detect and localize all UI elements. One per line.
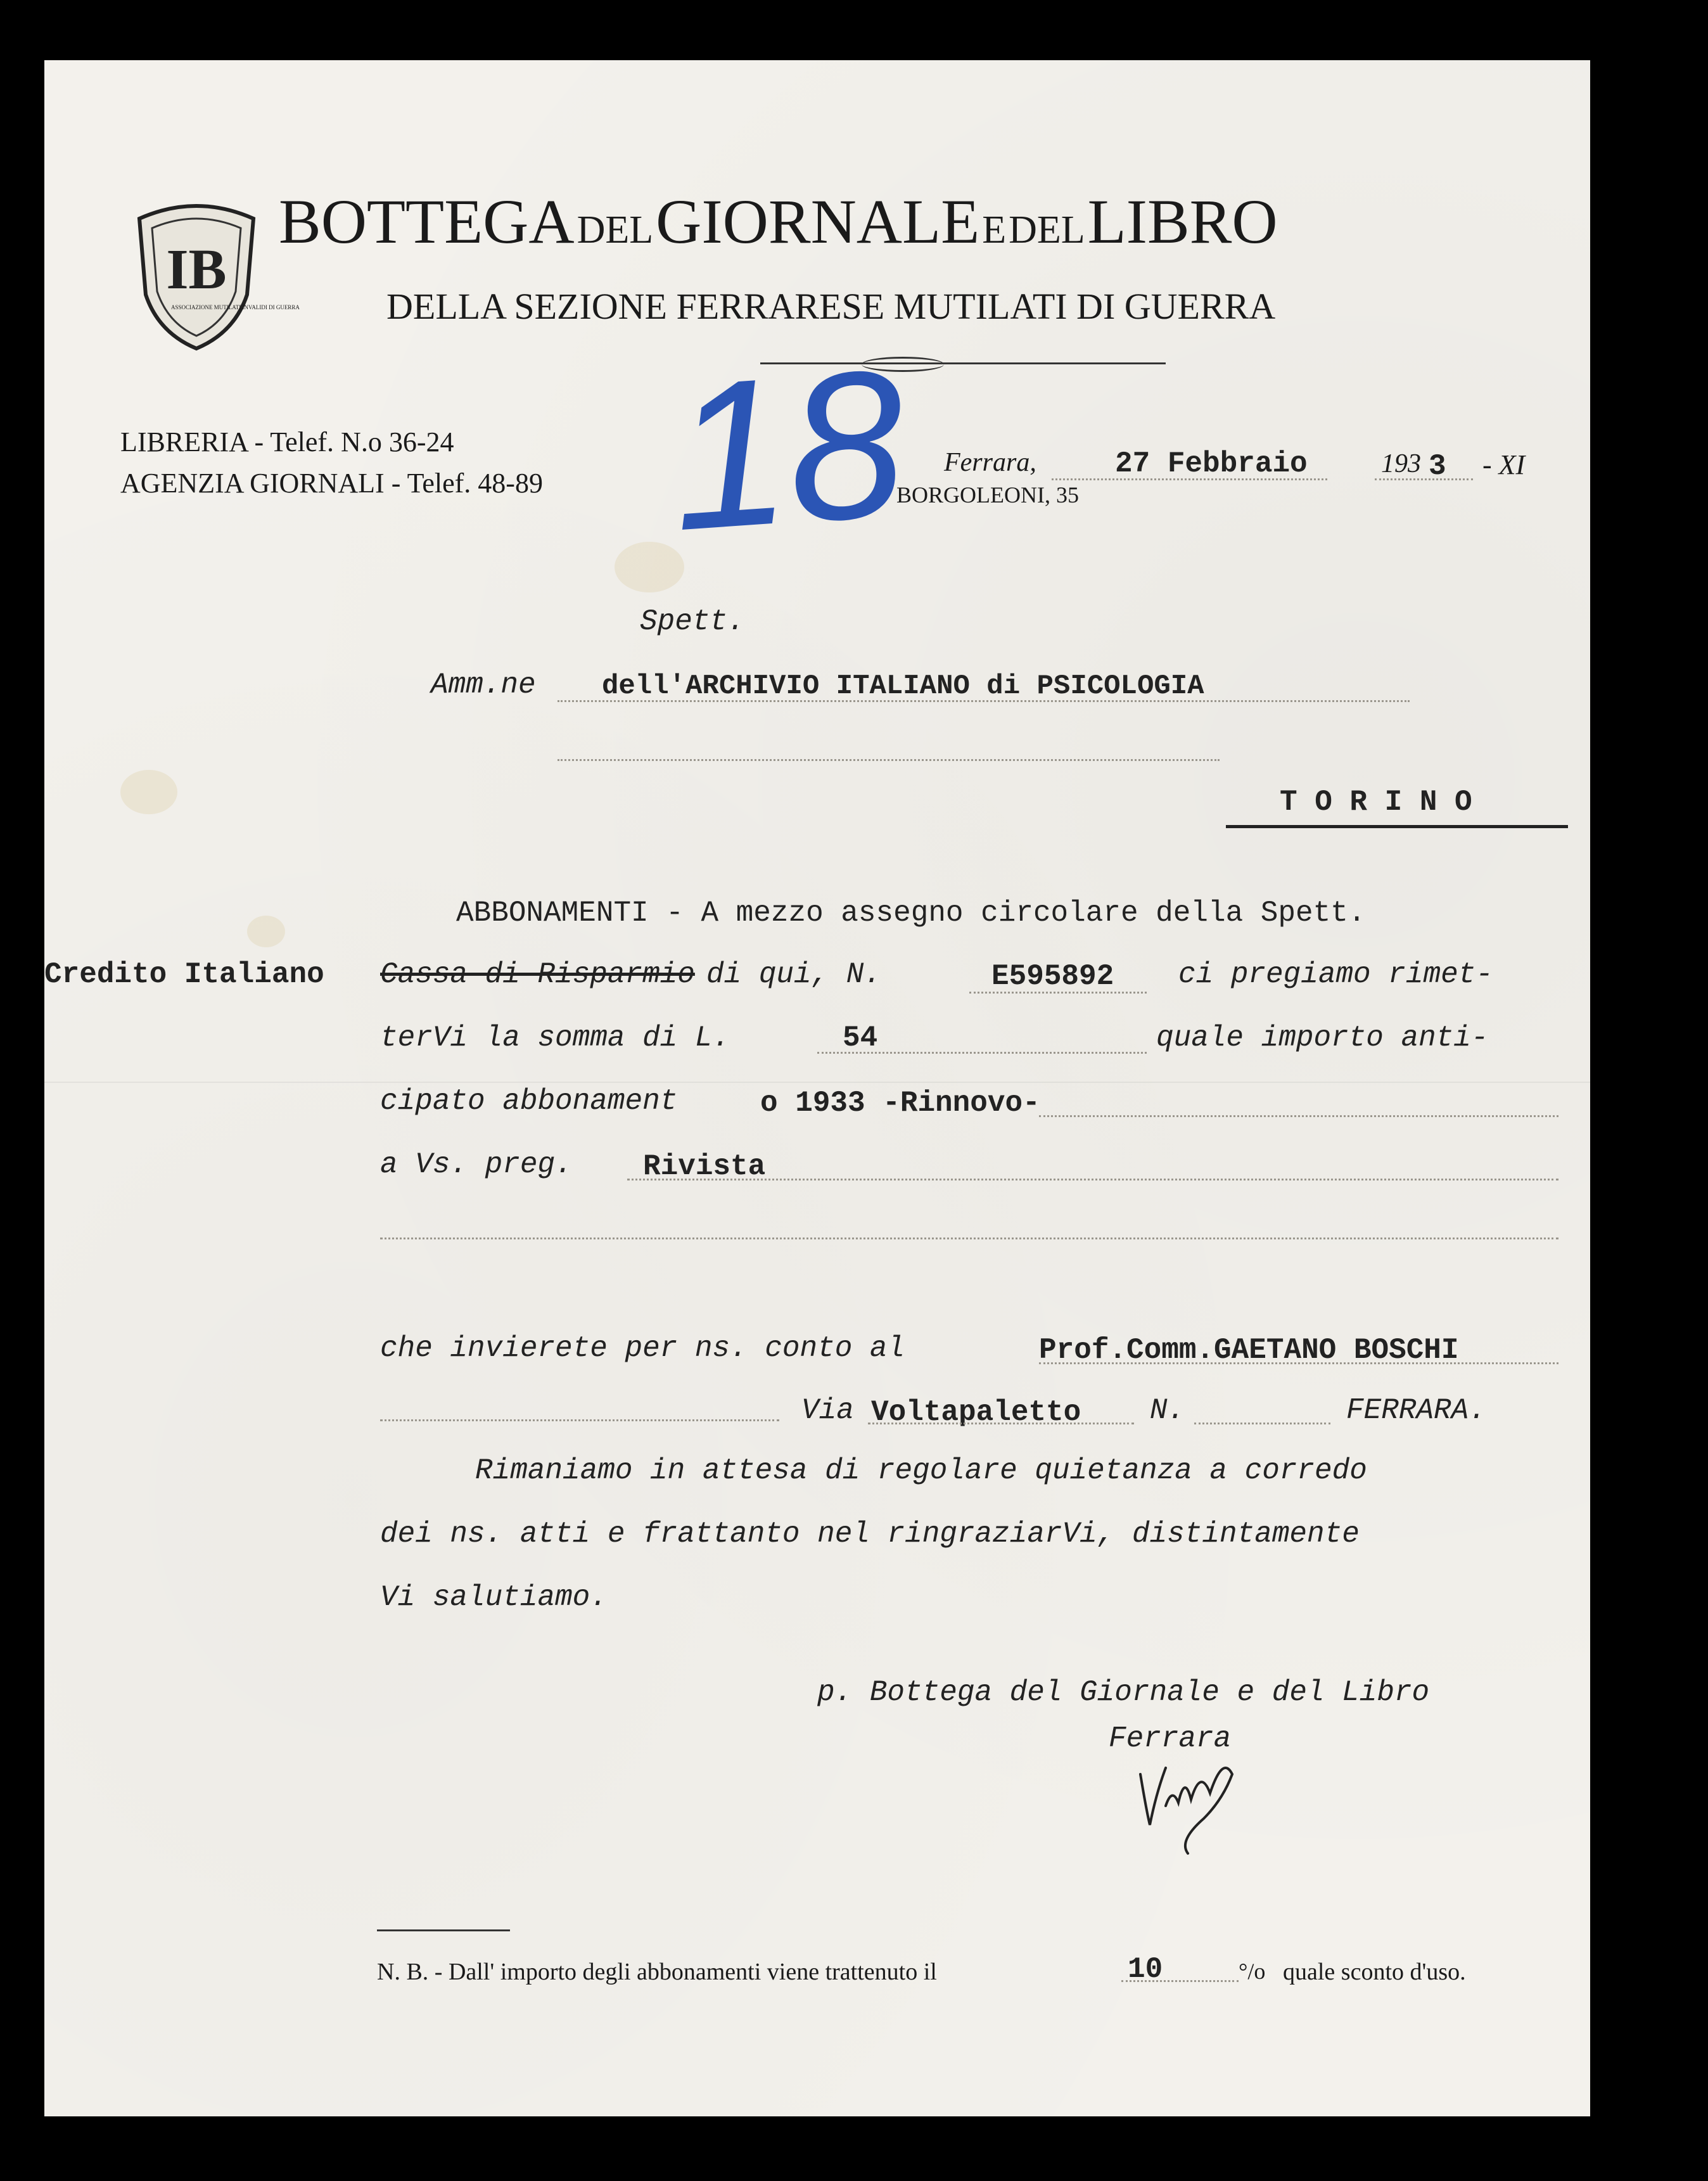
city-underline: [1226, 825, 1568, 828]
recipient-city: T O R I N O: [1280, 786, 1472, 819]
street-address: BORGOLEONI, 35: [896, 482, 1079, 508]
date-filled: 27 Febbraio: [1115, 447, 1308, 480]
signature: [1128, 1730, 1254, 1860]
year-prefix: 193: [1381, 449, 1421, 478]
publication-type: Rivista: [643, 1150, 766, 1183]
recipient-name: dell'ARCHIVIO ITALIANO di PSICOLOGIA: [602, 670, 1204, 702]
cheque-number: E595892: [991, 960, 1114, 993]
closing-para-line-2: dei ns. atti e frattanto nel ringraziarVi, distintamente: [380, 1518, 1360, 1551]
title-word: LIBRO: [1087, 186, 1278, 257]
body-line-6-start: che invierete per ns. conto al: [380, 1332, 905, 1365]
letterhead-subtitle: DELLA SEZIONE FERRARESE MUTILATI DI GUERRA: [386, 286, 1276, 327]
body-line-2-mid: di qui, N.: [706, 958, 882, 991]
title-word: GIORNALE: [656, 186, 980, 257]
percent-sign: °/o: [1239, 1959, 1266, 1984]
title-word: DEL: [577, 208, 654, 252]
bank-name-typed: Credito Italiano: [44, 958, 324, 991]
via-label: Via: [801, 1394, 854, 1427]
beneficiary-name: Prof.Comm.GAETANO BOSCHI: [1039, 1334, 1459, 1367]
recipient-prefix: Amm.ne: [431, 668, 536, 701]
city-label: Ferrara,: [944, 448, 1036, 477]
destination-city: FERRARA.: [1346, 1394, 1486, 1427]
age-stain: [120, 770, 177, 814]
letterhead-title: [279, 186, 1278, 257]
body-line-3-start: terVi la somma di L.: [380, 1021, 730, 1054]
footer-nb-prefix: N. B. - Dall' importo degli abbonamenti viene trattenuto il: [377, 1959, 937, 1985]
body-line-3-end: quale importo anti-: [1156, 1021, 1489, 1054]
shield-emblem-icon: [133, 193, 260, 352]
amount: 54: [843, 1021, 878, 1054]
libreria-phone: LIBRERIA - Telef. N.o 36-24: [120, 426, 454, 457]
year-digit: 3: [1429, 450, 1446, 483]
handwritten-number: 18: [663, 324, 912, 575]
svg-text:IB: IB: [166, 238, 227, 301]
title-word: DEL: [1009, 208, 1085, 252]
body-line-1: ABBONAMENTI - A mezzo assegno circolare della Spett.: [456, 897, 1366, 930]
salutation: Spett.: [640, 605, 745, 638]
signoff-line-1: p. Bottega del Giornale e del Libro: [817, 1676, 1430, 1709]
logo-text: ASSOCIAZIONE MUTILATI INVALIDI DI GUERRA: [171, 304, 300, 310]
footer-nb-suffix: quale sconto d'uso.: [1283, 1959, 1466, 1985]
age-stain: [615, 542, 684, 592]
number-label: N.: [1150, 1394, 1185, 1427]
footer-rule: [377, 1929, 510, 1931]
body-line-2-end: ci pregiamo rimet-: [1178, 958, 1493, 991]
fold-line: [44, 1082, 1590, 1083]
discount-value: 10: [1128, 1953, 1163, 1986]
street-name: Voltapaletto: [871, 1396, 1081, 1429]
body-line-4-start: cipato abbonament: [380, 1085, 678, 1118]
bank-name-struck: Cassa di Risparmio: [380, 958, 695, 991]
subscription-year: o 1933 -Rinnovo-: [760, 1087, 1040, 1120]
era-label: - XI: [1482, 449, 1526, 480]
closing-para-line-3: Vi salutiamo.: [380, 1581, 608, 1614]
agenzia-phone: AGENZIA GIORNALI - Telef. 48-89: [120, 468, 543, 499]
association-logo: [133, 193, 300, 355]
title-word: E: [982, 208, 1007, 252]
signoff-line-2: Ferrara: [1109, 1722, 1232, 1755]
title-word: BOTTEGA: [279, 186, 575, 257]
handwritten-signature-icon: [1128, 1730, 1254, 1857]
closing-para-line-1: Rimaniamo in attesa di regolare quietanza a corredo: [475, 1454, 1367, 1487]
age-stain: [247, 916, 285, 947]
body-line-5-start: a Vs. preg.: [380, 1148, 573, 1181]
